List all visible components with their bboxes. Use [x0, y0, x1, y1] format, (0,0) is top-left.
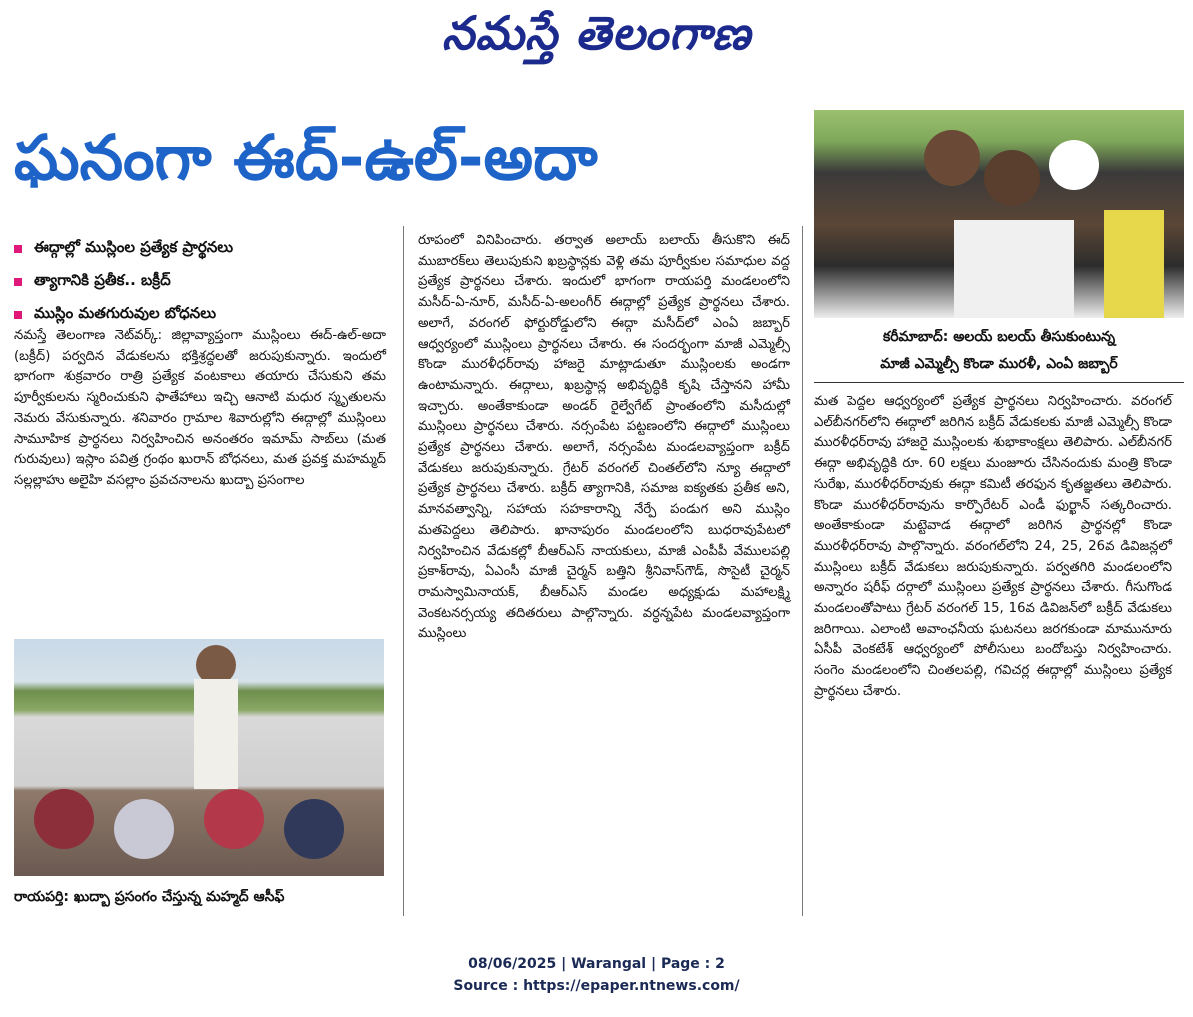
- article-column-1: నమస్తే తెలంగాణ నెట్‌వర్క్: జిల్లావ్యాప్తంగా ముస్లింలు ఈద్-ఉల్-అదా (బక్రీద్) పర్వదిన వేడుకలను భక్తిశ్రద్ధలతో జరుపుకున్నారు. ఇందులో భాగంగా శుక్రవారం రాత్రి ప్రత్యేక వంటకాలు తయారు చేసుకుని తమ పూర్వీకులను స్మరించుకుని ఫాతేహాలు ఇచ్చి ఆనాటి మధుర స్మృతులను నెమరు వేసుకున్నారు. శనివారం గ్రామాల శివారుల్లోని ఈద్గాల్లో ముస్లింలు సామూహిక ప్రార్థనలు నిర్వహించిన అనంతరం ఇమామ్ సాబ్‌లు (మత గురువులు) ఇస్లాం పవిత్ర గ్రంథం ఖురాన్ బోధనలు, మత ప్రవక్త మహమ్మద్ సల్లల్లాహు అలైహి వసల్లాం ప్రవచనాలను ఖుద్బా ప్రసంగాల: [14, 328, 386, 488]
- highlight-bullets: [14, 232, 399, 331]
- photo-alai-balai: [814, 110, 1184, 318]
- figure-shape: [284, 799, 344, 859]
- column-divider: [403, 226, 404, 916]
- bullet-item: ముస్లిం మతగురువుల బోధనలు: [14, 298, 399, 331]
- figure-shape: [924, 130, 980, 186]
- footer-date-edition: 08/06/2025 | Warangal | Page : 2: [468, 956, 725, 972]
- headline: ఘనంగా ఈద్-ఉల్-అదా: [14, 121, 598, 194]
- figure-shape: [34, 789, 94, 849]
- bullet-square-icon: [14, 278, 22, 286]
- article-column-2: రూపంలో వినిపించారు. తర్వాత అలాయ్ బలాయ్ తీసుకొని ఈద్ ముబారక్‌లు తెలుపుకుని ఖబ్రస్థాన్లకు వెళ్లి తమ పూర్వీకుల సమాధుల వద్ద ప్రత్యేక ప్రార్థనలు చేశారు. ఇందులో భాగంగా రాయపర్తి మండలంలోని మసీద్-ఏ-నూర్, మసీద్-ఏ-అలంగీర్ ఈద్గాల్లో ప్రత్యేక ప్రార్థనలు చేశారు. అలాగే, వరంగల్ ఫోర్టురోడ్డులోని ఈద్గా మసీద్‌లో ఎంఏ జబ్బార్ ఆధ్వర్యంలో ముస్లింలు ప్రార్థనలు చేశారు. ఈ సందర్భంగా మాజీ ఎమ్మెల్సీ కొండా మురళీధర్‌రావు హాజరై మాట్లాడుతూ ముస్లింలకు అండగా ఉంటామన్నారు. ఈద్గాలు, ఖబ్రస్థాన్ల అభివృద్ధికి కృషి చేస్తానని హామీ ఇచ్చారు. అంతేకాకుండా అండర్ రైల్వేగేట్ ప్రాంతంలోని మసీదుల్లో ముస్లింలు ప్రార్థనలు చేశారు. నర్సంపేట పట్టణంలోని ఈద్గాలో ముస్లింలు ప్రత్యేక ప్రార్థనలు చేశారు. అలాగే, నర్సంపేట మండలవ్యాప్తంగా బక్రీద్ వేడుకలు జరుపుకున్నారు. గ్రేటర్ వరంగల్ చింతల్‌లోని న్యూ ఈద్గాలో ప్రత్యేక ప్రార్థనలు చేశారు. బక్రీద్ త్యాగానికి, సమాజ ఐక్యతకు ప్రతీక అని, మానవత్వాన్ని, సహాయ సహకారాన్ని నేర్పే పండుగ అని ముస్లిం మతపెద్దలు తెలిపారు. ఖానాపురం మండలంలోని బుధరావుపేటలో నిర్వహించిన వేడుకల్లో బీఆర్‌ఎస్ నాయకులు, మాజీ ఎంపీపీ వేములపల్లి ప్రకాశ్‌రావు, ఏఎంసీ మాజీ చైర్మన్ బత్తిని శ్రీనివాస్‌గౌడ్, సొసైటీ చైర్మన్ రామస్వామినాయక్, బీఆర్‌ఎస్ మండల అధ్యక్షుడు మహాలక్ష్మి వెంకటనర్సయ్య తదితరులు పాల్గొన్నారు. వర్ధన్నపేట మండలవ్యాప్తంగా ముస్లింలు: [418, 233, 790, 642]
- photo-caption-raiparthy: రాయపర్తి: ఖుద్బా ప్రసంగం చేస్తున్న మహ్మద్ ఆసీఫ్: [14, 889, 285, 905]
- figure-shape: [204, 789, 264, 849]
- bullet-item: ఈద్గాల్లో ముస్లింల ప్రత్యేక ప్రార్థనలు: [14, 232, 399, 265]
- article-column-3: మత పెద్దల ఆధ్వర్యంలో ప్రత్యేక ప్రార్థనలు నిర్వహించారు. వరంగల్ ఎల్‌బీనగర్‌లోని ఈద్గాలో జరిగిన బక్రీద్ వేడుకలకు మాజీ ఎమ్మెల్సీ కొండా మురళీధర్‌రావు హాజరై ముస్లింలకు శుభాకాంక్షలు తెలిపారు. ఎల్‌బీనగర్ ఈద్గా అభివృద్ధికి రూ. 60 లక్షలు మంజూరు చేసినందుకు మంత్రి కొండా సురేఖ, మురళీధర్‌రావుకు ఈద్గా కమిటీ తరఫున కృతజ్ఞతలు తెలిపారు. కొండా మురళీధర్‌రావును కార్పొరేటర్ ఎండీ ఫుర్ఖాన్ సత్కరించారు. అంతేకాకుండా మట్టెవాడ ఈద్గాలో జరిగిన ప్రార్థనల్లో కొండా మురళీధర్‌రావు పాల్గొన్నారు. వరంగల్‌లోని 24, 25, 26వ డివిజన్లలో ముస్లింలు బక్రీద్ వేడుకలు జరుపుకున్నారు. పర్వతగిరి మండలంలోని అన్నారం షరీఫ్ దర్గాలో ముస్లింలు ప్రత్యేక ప్రార్థనలు చేశారు. గీసుగొండ మండలంతోపాటు గ్రేటర్ వరంగల్ 15, 16వ డివిజన్‌లో బక్రీద్ వేడుకలు జరిగాయి. ఎలాంటి అవాంఛనీయ ఘటనలు జరగకుండా మామునూరు ఏసీపీ వెంకటేశ్ ఆధ్వర్యంలో పోలీసులు బందోబస్తు నిర్వహించారు. సంగెం మండలంలోని చింతలపల్లి, గవిచర్ల ఈద్గాల్లో ముస్లింలు ప్రత్యేక ప్రార్థనలు చేశారు.: [814, 394, 1172, 699]
- photo-caption-karimabad: కరీమాబాద్: అలయ్ బలయ్ తీసుకుంటున్న మాజీ ఎమ్మెల్సీ కొండా మురళీ, ఎంఏ జబ్బార్: [814, 324, 1184, 383]
- figure-shape: [1049, 140, 1099, 190]
- masthead-logo: నమస్తే తెలంగాణ: [441, 6, 752, 60]
- bullet-square-icon: [14, 245, 22, 253]
- footer-source: Source : https://epaper.ntnews.com/: [453, 978, 740, 994]
- figure-shape: [954, 220, 1074, 318]
- bullet-item: త్యాగానికి ప్రతీక.. బక్రీద్: [14, 265, 399, 298]
- column-divider: [802, 226, 803, 916]
- figure-shape: [114, 799, 174, 859]
- bullet-square-icon: [14, 311, 22, 319]
- figure-shape: [1104, 210, 1164, 318]
- figure-shape: [194, 679, 238, 789]
- photo-khutba-sermon: [14, 639, 384, 876]
- figure-shape: [984, 150, 1040, 206]
